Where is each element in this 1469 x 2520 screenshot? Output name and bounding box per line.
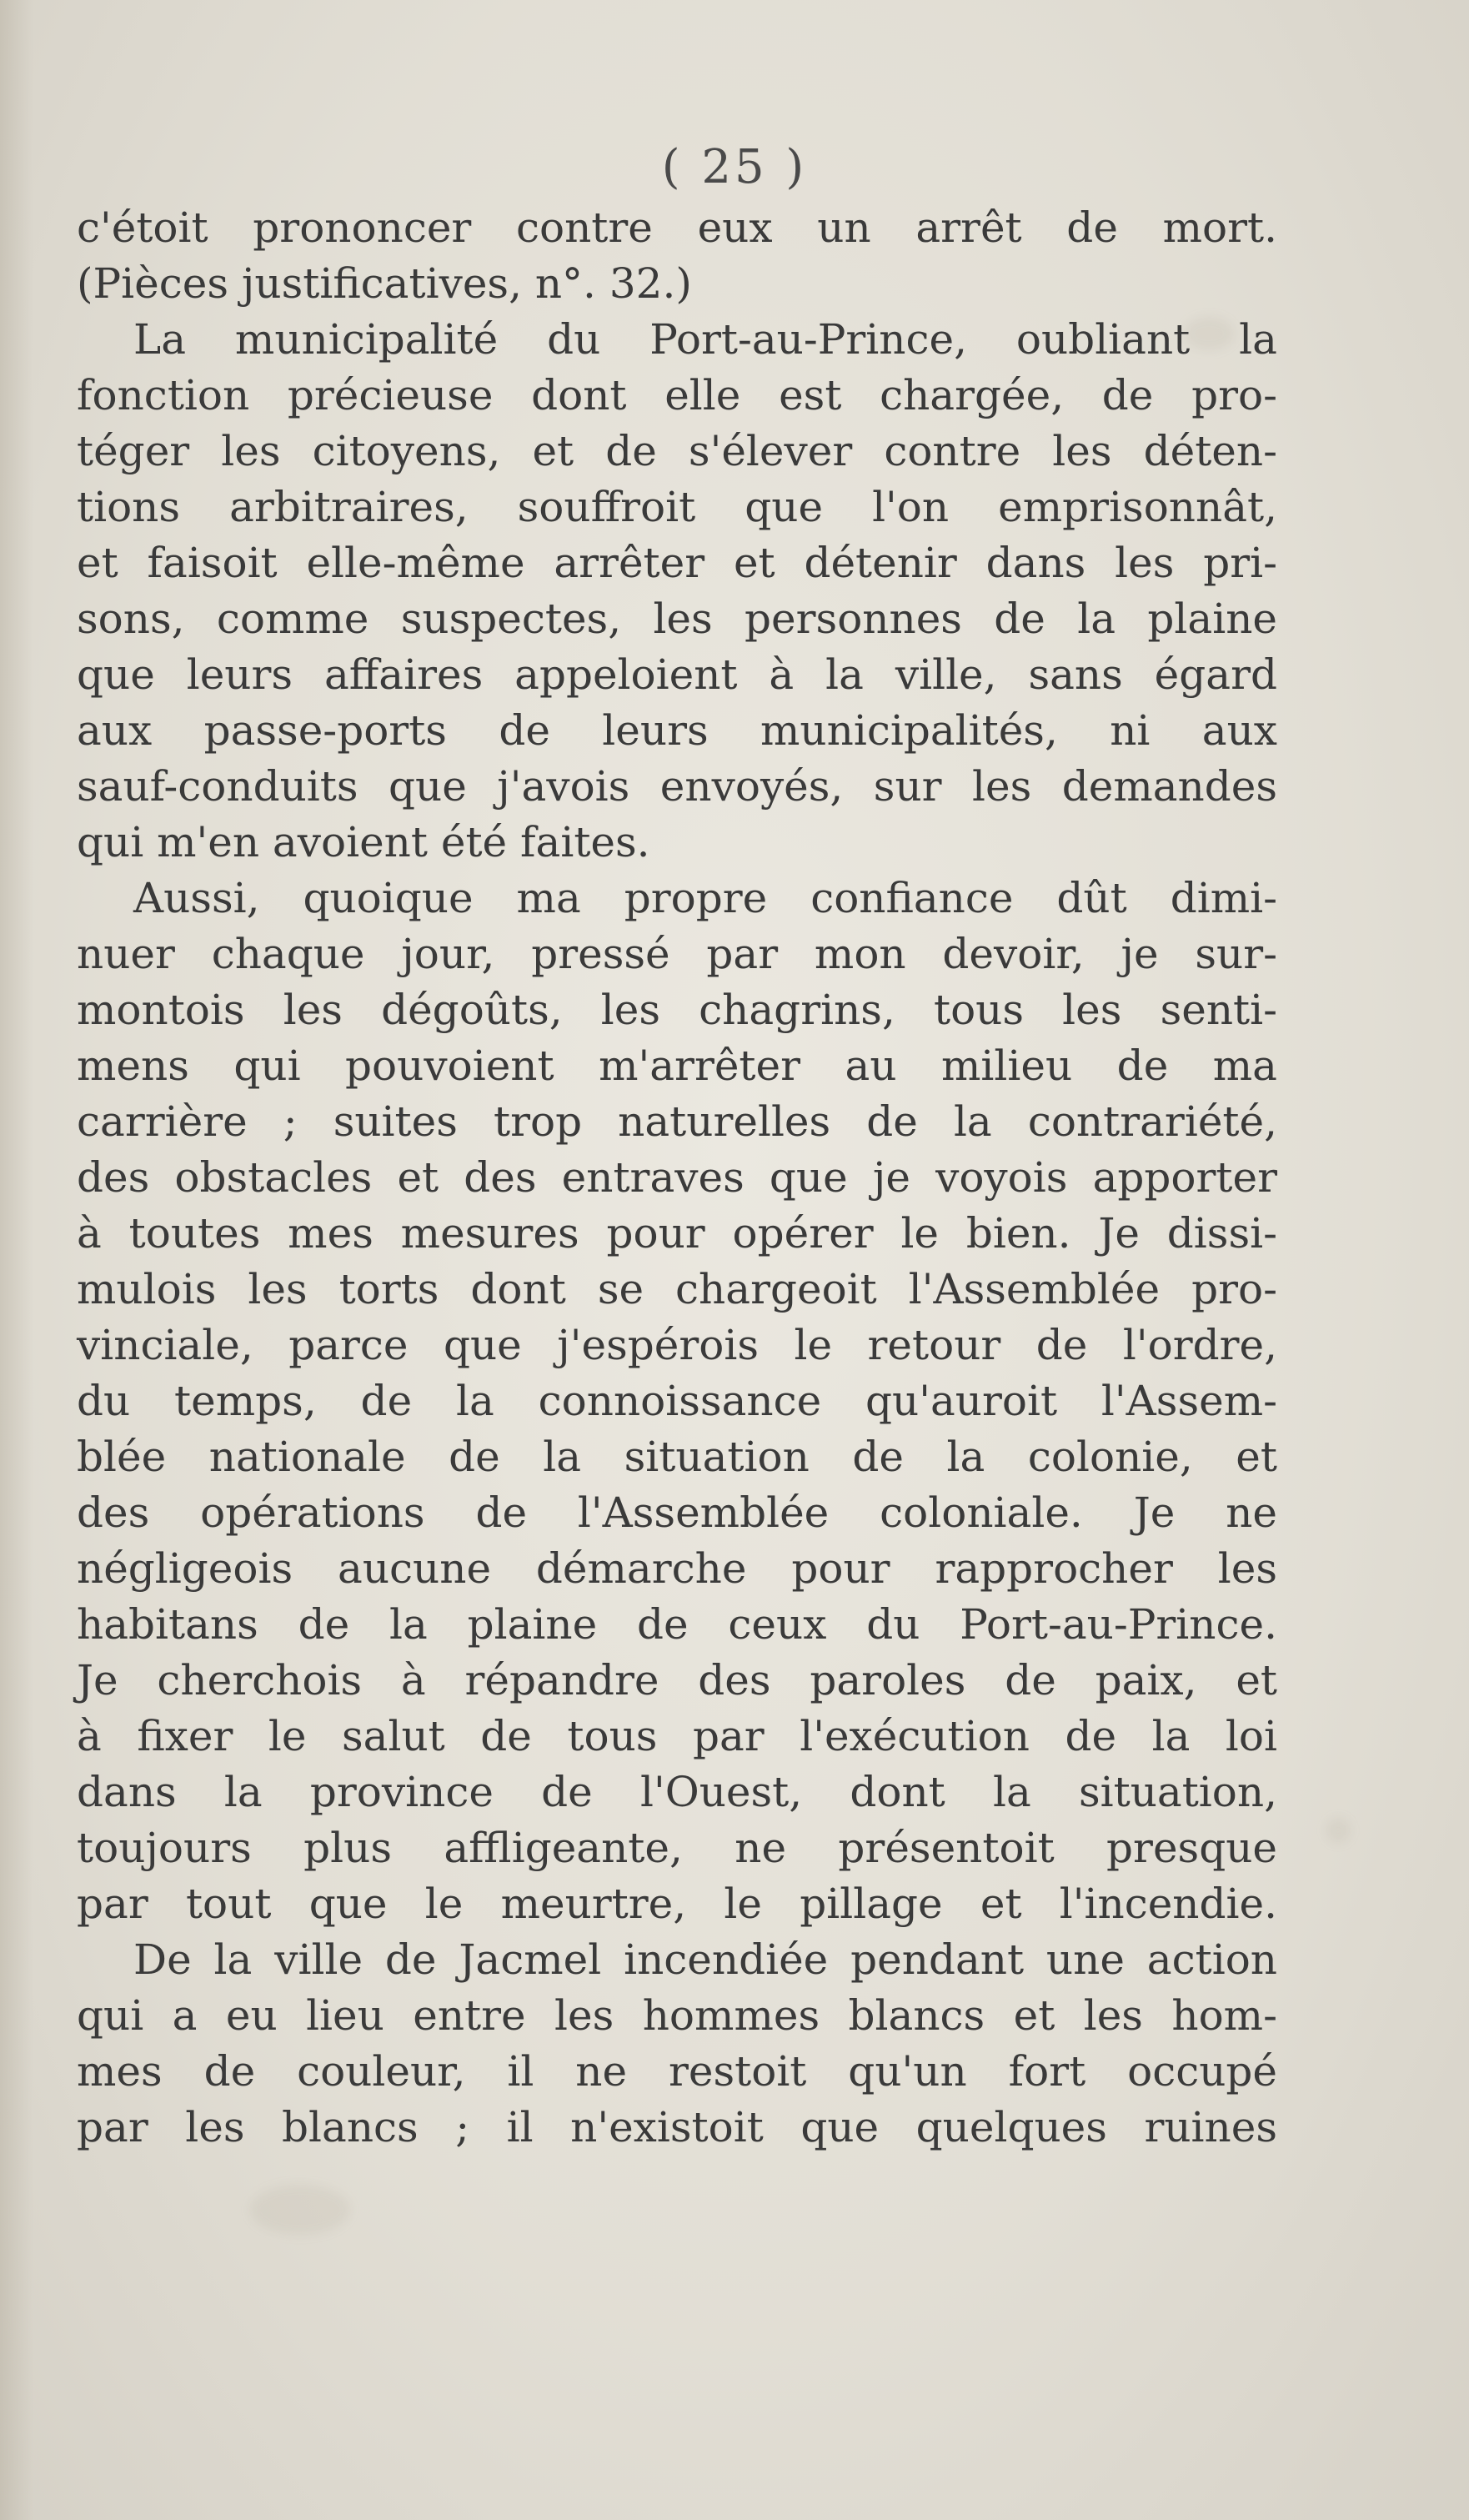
page-number: ( 25 ) [661, 140, 808, 194]
text-line: par les blancs ; il n'existoit que quelques ruines [77, 2103, 1277, 2151]
text-line: aux passe-ports de leurs municipalités, ni aux [77, 706, 1277, 755]
page-edge-shadow [0, 0, 33, 2520]
text-line: négligeois aucune démarche pour rapprocher les [77, 1544, 1277, 1593]
text-line: que leurs affaires appeloient à la ville, sans égard [77, 650, 1277, 699]
text-line: De la ville de Jacmel incendiée pendant une action [133, 1935, 1277, 1984]
text-line: qui m'en avoient été faites. [77, 818, 650, 866]
text-line: des obstacles et des entraves que je voyois apporter [77, 1153, 1277, 1202]
paper-stain [250, 2185, 350, 2235]
text-line: tions arbitraires, souffroit que l'on emprisonnât, [77, 483, 1277, 531]
text-line: montois les dégoûts, les chagrins, tous les senti- [77, 986, 1277, 1034]
text-line: et faisoit elle-même arrêter et détenir dans les pri- [77, 539, 1277, 587]
text-line: (Pièces justificatives, n°. 32.) [77, 259, 692, 308]
text-line: dans la province de l'Ouest, dont la situation, [77, 1768, 1277, 1816]
text-line: habitans de la plaine de ceux du Port-au-Prince. [77, 1600, 1277, 1649]
text-line: La municipalité du Port-au-Prince, oubliant la [133, 315, 1277, 364]
text-line: blée nationale de la situation de la colonie, et [77, 1433, 1277, 1481]
text-line: du temps, de la connoissance qu'auroit l'Assem- [77, 1377, 1277, 1425]
text-line: téger les citoyens, et de s'élever contre les déten- [77, 427, 1277, 475]
text-line: à fixer le salut de tous par l'exécution de la loi [77, 1712, 1277, 1760]
paper-stain [1326, 1818, 1351, 1843]
text-line: mulois les torts dont se chargeoit l'Assemblée pro- [77, 1265, 1277, 1313]
text-line: sauf-conduits que j'avois envoyés, sur les demandes [77, 762, 1277, 811]
text-line: mes de couleur, il ne restoit qu'un fort occupé [77, 2047, 1277, 2096]
text-line: toujours plus affligeante, ne présentoit presque [77, 1824, 1277, 1872]
text-line: qui a eu lieu entre les hommes blancs et les hom- [77, 1991, 1277, 2040]
text-line: carrière ; suites trop naturelles de la contrariété, [77, 1097, 1277, 1146]
text-line: par tout que le meurtre, le pillage et l'incendie. [77, 1880, 1277, 1928]
text-line: Aussi, quoique ma propre confiance dût dimi- [133, 874, 1277, 922]
text-line: vinciale, parce que j'espérois le retour de l'ordre, [77, 1321, 1277, 1369]
body-text [77, 200, 1277, 2156]
text-line: mens qui pouvoient m'arrêter au milieu de ma [77, 1042, 1277, 1090]
text-line: des opérations de l'Assemblée coloniale. Je ne [77, 1488, 1277, 1537]
text-line: nuer chaque jour, pressé par mon devoir, je sur- [77, 930, 1277, 978]
text-line: à toutes mes mesures pour opérer le bien. Je dissi- [77, 1209, 1277, 1257]
text-line: Je cherchois à répandre des paroles de paix, et [77, 1656, 1277, 1704]
text-line: fonction précieuse dont elle est chargée, de pro- [77, 371, 1277, 419]
text-line: sons, comme suspectes, les personnes de la plaine [77, 595, 1277, 643]
text-line: c'étoit prononcer contre eux un arrêt de mort. [77, 203, 1277, 252]
